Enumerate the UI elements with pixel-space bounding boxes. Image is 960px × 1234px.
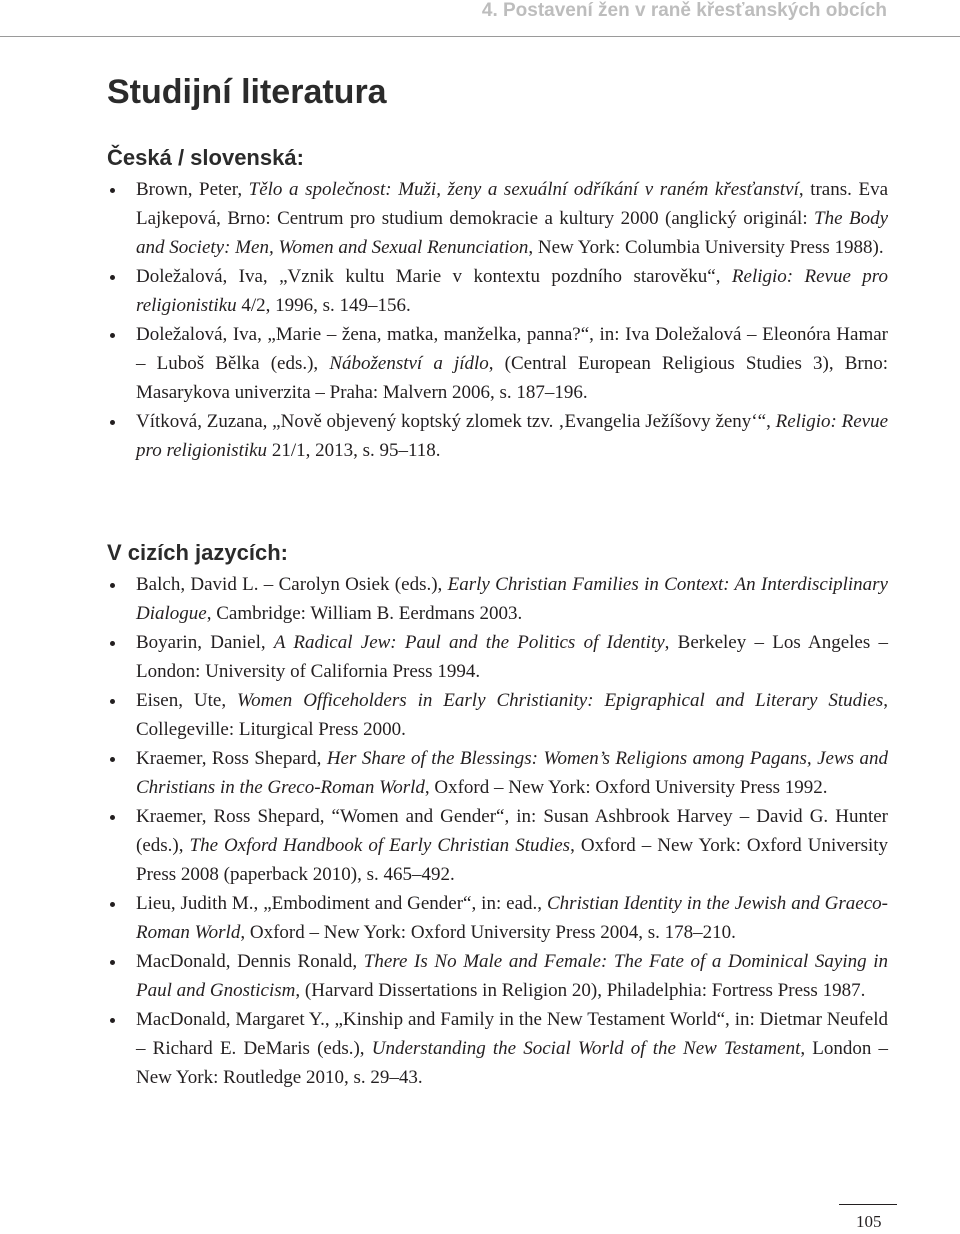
bibliography-list-czech xyxy=(107,175,888,465)
entry-text: , Oxford – New York: Oxford University Press 1992. xyxy=(424,777,828,798)
running-header: 4. Postavení žen v raně křesťanských obcích xyxy=(481,0,887,21)
entry-text: Boyarin, Daniel, xyxy=(136,632,274,653)
entry-text: , (Central European Religious Studies 3), Brno: Masarykova univerzita – Praha: Malvern 2006, s. 187–196. xyxy=(136,353,888,403)
bibliography-entry xyxy=(107,570,888,628)
entry-text: MacDonald, Margaret Y., „Kinship and Family in the New Testament World“, in: Dietmar Neufeld – Richard E. DeMaris (eds.), xyxy=(136,1009,888,1059)
entry-text: Brown, Peter, xyxy=(136,179,249,200)
entry-title: Her Share of the Blessings: Women’s Religions among Pagans, Jews and Christians in the Greco-Roman World xyxy=(136,748,888,798)
bibliography-entry xyxy=(107,947,888,1005)
bibliography-entry xyxy=(107,889,888,947)
entry-text: , New York: Columbia University Press 1988). xyxy=(528,237,884,258)
bibliography-entry xyxy=(107,407,888,465)
entry-text: MacDonald, Dennis Ronald, xyxy=(136,951,364,972)
entry-text: , Collegeville: Liturgical Press 2000. xyxy=(136,690,888,740)
entry-text: 4/2, 1996, s. 149–156. xyxy=(236,295,411,316)
bibliography-entry xyxy=(107,628,888,686)
entry-text: Eisen, Ute, xyxy=(136,690,238,711)
entry-text: , Cambridge: William B. Eerdmans 2003. xyxy=(206,603,523,624)
section-heading-czech: Česká / slovenská: xyxy=(107,145,304,170)
entry-text: , Berkeley – Los Angeles – London: University of California Press 1994. xyxy=(136,632,888,682)
entry-title: Early Christian Families in Context: An Interdisciplinary Dialogue xyxy=(136,574,888,624)
bibliography-entry xyxy=(107,1005,888,1092)
header-divider xyxy=(0,36,960,37)
entry-title: The Oxford Handbook of Early Christian Studies xyxy=(189,835,571,856)
entry-text: , Oxford – New York: Oxford University Press 2004, s. 178–210. xyxy=(240,922,736,943)
entry-text: Doležalová, Iva, „Vznik kultu Marie v kontextu pozdního starověku“, xyxy=(136,266,732,287)
page-number: 105 xyxy=(856,1212,882,1231)
section-heading-foreign: V cizích jazycích: xyxy=(107,540,288,565)
page-number-divider xyxy=(839,1204,897,1205)
bibliography-entry xyxy=(107,744,888,802)
bibliography-entry xyxy=(107,262,888,320)
entry-text: Kraemer, Ross Shepard, xyxy=(136,748,327,769)
entry-title: The Body and Society: Men, Women and Sexual Renunciation xyxy=(136,208,888,258)
bibliography-entry xyxy=(107,175,888,262)
entry-title: Religio: Revue pro religionistiku xyxy=(136,411,888,461)
entry-title: Religio: Revue pro religionistiku xyxy=(136,266,888,316)
entry-text: Doležalová, Iva, „Marie – žena, matka, manželka, panna?“, in: Iva Doležalová – Eleonóra Hamar – Luboš Bělka (eds.), xyxy=(136,324,888,374)
entry-text: , London – New York: Routledge 2010, s. 29–43. xyxy=(136,1038,889,1088)
entry-text: , Oxford – New York: Oxford University Press 2008 (paperback 2010), s. 465–492. xyxy=(136,835,889,885)
bibliography-entry xyxy=(107,320,888,407)
entry-title: Tělo a společnost: Muži, ženy a sexuální odříkání v raném křesťanství xyxy=(248,179,799,200)
entry-text: Vítková, Zuzana, „Nově objevený koptský zlomek tzv. ‚Evangelia Ježíšovy ženy‘“, xyxy=(136,411,776,432)
bibliography-entry xyxy=(107,802,888,889)
entry-text: Lieu, Judith M., „Embodiment and Gender“, in: ead., xyxy=(136,893,547,914)
entry-title: Náboženství a jídlo xyxy=(329,353,489,374)
entry-title: Christian Identity in the Jewish and Graeco-Roman World xyxy=(136,893,888,943)
entry-text: 21/1, 2013, s. 95–118. xyxy=(267,440,441,461)
entry-text: Balch, David L. – Carolyn Osiek (eds.), xyxy=(136,574,448,595)
bibliography-entry xyxy=(107,686,888,744)
entry-title: There Is No Male and Female: The Fate of a Dominical Saying in Paul and Gnosticism xyxy=(136,951,889,1001)
page-title: Studijní literatura xyxy=(107,73,387,111)
entry-text: , (Harvard Dissertations in Religion 20), Philadelphia: Fortress Press 1987. xyxy=(295,980,866,1001)
bibliography-list-foreign xyxy=(107,570,888,1092)
entry-text: Kraemer, Ross Shepard, “Women and Gender“, in: Susan Ashbrook Harvey – David G. Hunter (eds.), xyxy=(136,806,888,856)
entry-title: A Radical Jew: Paul and the Politics of Identity xyxy=(273,632,665,653)
entry-text: , trans. Eva Lajkepová, Brno: Centrum pro studium demokracie a kultury 2000 (anglický originál: xyxy=(136,179,888,229)
entry-title: Women Officeholders in Early Christianity: Epigraphical and Literary Studies xyxy=(237,690,884,711)
entry-title: Understanding the Social World of the New Testament xyxy=(371,1038,801,1059)
